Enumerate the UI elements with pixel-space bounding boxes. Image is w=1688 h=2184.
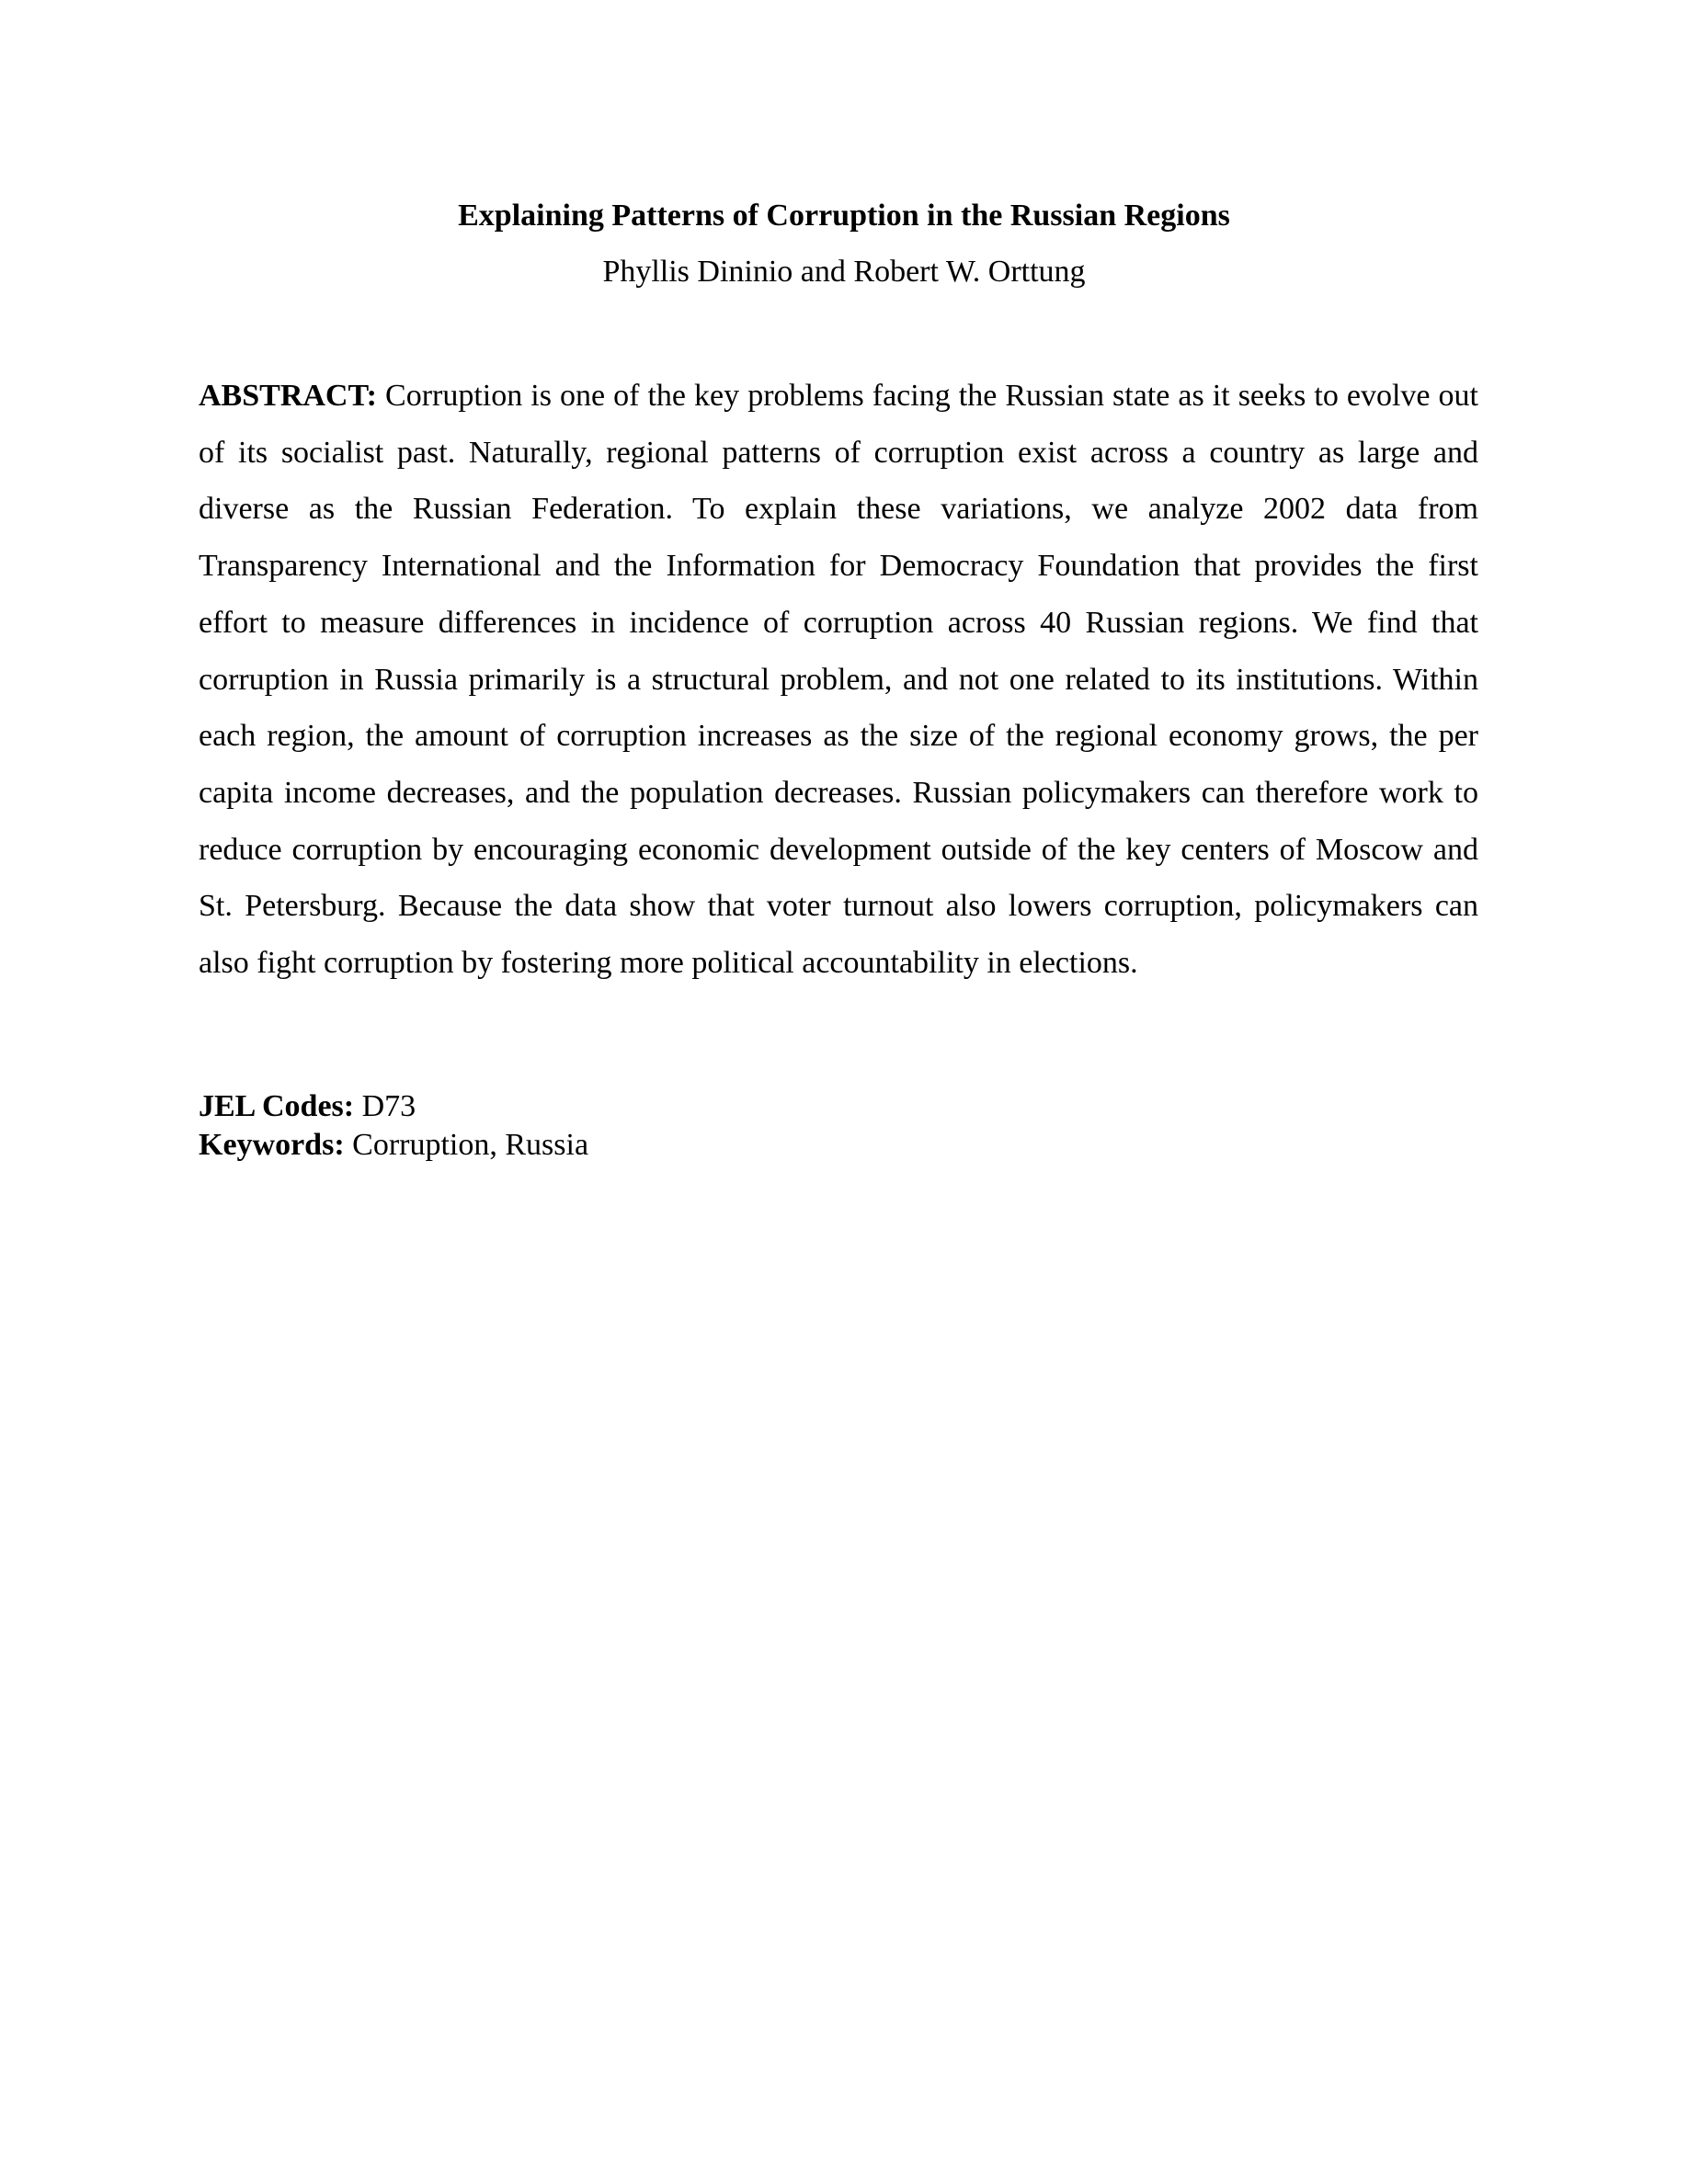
jel-codes-label: JEL Codes: — [199, 1089, 355, 1123]
abstract-label: ABSTRACT: — [199, 379, 377, 413]
paper-authors: Phyllis Dininio and Robert W. Orttung — [602, 255, 1086, 289]
keywords-label: Keywords: — [199, 1128, 345, 1162]
abstract-text: Corruption is one of the key problems facing the Russian state as it seeks to evolve out of its socialist past. Naturally, regional patterns of corruption exist across a country as large and diverse as the Russian Federation. To explain these variations, we analyze 2002 data from Transparency International and the Information for Democracy Foundation that provides the first effort to measure differences in incidence of corruption across 40 Russian regions. We find that corruption in Russia primarily is a structural problem, and not one related to its institutions. Within each region, the amount of corruption increases as the size of the regional economy grows, the per capita income decreases, and the population decreases. Russian policymakers can therefore work to reduce corruption by encouraging economic development outside of the key centers of Moscow and St. Petersburg. Because the data show that voter turnout also lowers corruption, policymakers can also fight corruption by fostering more political accountability in elections. — [199, 379, 1478, 981]
jel-codes-line — [199, 1087, 1478, 1126]
keywords-line — [199, 1126, 1478, 1165]
keywords-value: Corruption, Russia — [344, 1128, 589, 1162]
paper-title: Explaining Patterns of Corruption in the Russian Regions — [458, 199, 1230, 233]
abstract-paragraph — [199, 368, 1478, 992]
jel-codes-value: D73 — [354, 1089, 416, 1123]
